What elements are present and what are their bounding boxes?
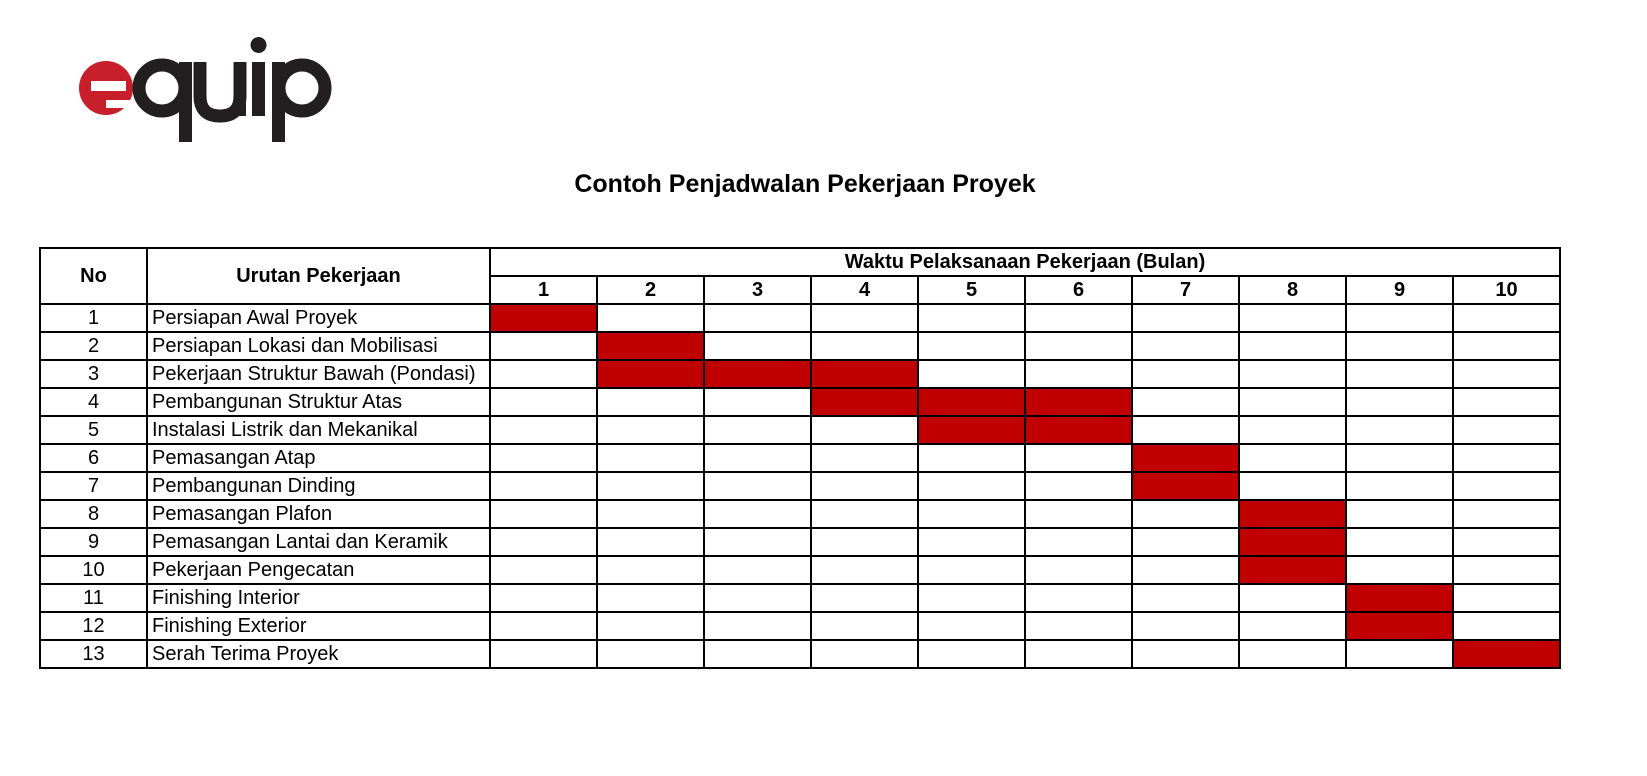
schedule-empty-cell	[1132, 360, 1239, 388]
schedule-empty-cell	[1025, 528, 1132, 556]
schedule-empty-cell	[1132, 416, 1239, 444]
schedule-empty-cell	[918, 472, 1025, 500]
header-month: 3	[704, 276, 811, 304]
schedule-empty-cell	[1453, 360, 1560, 388]
schedule-empty-cell	[1239, 416, 1346, 444]
schedule-empty-cell	[1346, 416, 1453, 444]
row-number: 8	[40, 500, 147, 528]
schedule-empty-cell	[918, 444, 1025, 472]
schedule-empty-cell	[597, 500, 704, 528]
header-month: 1	[490, 276, 597, 304]
table-row	[40, 444, 1560, 472]
schedule-empty-cell	[918, 612, 1025, 640]
schedule-empty-cell	[1132, 388, 1239, 416]
schedule-empty-cell	[1239, 472, 1346, 500]
table-row	[40, 556, 1560, 584]
header-month: 9	[1346, 276, 1453, 304]
schedule-empty-cell	[490, 584, 597, 612]
schedule-empty-cell	[1025, 500, 1132, 528]
schedule-empty-cell	[490, 528, 597, 556]
schedule-empty-cell	[704, 444, 811, 472]
schedule-empty-cell	[1025, 556, 1132, 584]
table-row	[40, 584, 1560, 612]
row-number: 6	[40, 444, 147, 472]
schedule-empty-cell	[1453, 472, 1560, 500]
schedule-empty-cell	[704, 416, 811, 444]
task-name: Persiapan Lokasi dan Mobilisasi	[147, 332, 490, 360]
schedule-empty-cell	[597, 444, 704, 472]
schedule-empty-cell	[1346, 500, 1453, 528]
schedule-empty-cell	[1132, 332, 1239, 360]
schedule-empty-cell	[704, 584, 811, 612]
task-name: Pemasangan Plafon	[147, 500, 490, 528]
table-row	[40, 332, 1560, 360]
schedule-bar-cell	[918, 416, 1025, 444]
schedule-empty-cell	[1453, 444, 1560, 472]
row-number: 12	[40, 612, 147, 640]
row-number: 9	[40, 528, 147, 556]
table-row	[40, 304, 1560, 332]
schedule-empty-cell	[1239, 388, 1346, 416]
schedule-empty-cell	[918, 528, 1025, 556]
table-row	[40, 640, 1560, 668]
schedule-empty-cell	[1132, 500, 1239, 528]
schedule-empty-cell	[597, 612, 704, 640]
schedule-empty-cell	[918, 332, 1025, 360]
row-number: 7	[40, 472, 147, 500]
header-month: 4	[811, 276, 918, 304]
schedule-empty-cell	[490, 332, 597, 360]
schedule-empty-cell	[1132, 304, 1239, 332]
schedule-empty-cell	[811, 332, 918, 360]
row-number: 2	[40, 332, 147, 360]
schedule-empty-cell	[490, 416, 597, 444]
row-number: 10	[40, 556, 147, 584]
schedule-empty-cell	[490, 444, 597, 472]
schedule-body	[40, 304, 1560, 668]
schedule-empty-cell	[1453, 388, 1560, 416]
schedule-empty-cell	[1346, 388, 1453, 416]
schedule-bar-cell	[1025, 416, 1132, 444]
schedule-empty-cell	[704, 472, 811, 500]
schedule-empty-cell	[1346, 360, 1453, 388]
schedule-empty-cell	[918, 640, 1025, 668]
schedule-empty-cell	[1346, 640, 1453, 668]
schedule-empty-cell	[918, 500, 1025, 528]
schedule-empty-cell	[597, 416, 704, 444]
schedule-empty-cell	[1132, 640, 1239, 668]
schedule-empty-cell	[1239, 360, 1346, 388]
schedule-empty-cell	[597, 304, 704, 332]
schedule-empty-cell	[1239, 304, 1346, 332]
schedule-empty-cell	[490, 388, 597, 416]
schedule-bar-cell	[1239, 556, 1346, 584]
schedule-empty-cell	[918, 556, 1025, 584]
table-row	[40, 612, 1560, 640]
header-row-top	[40, 248, 1560, 276]
schedule-empty-cell	[704, 388, 811, 416]
schedule-empty-cell	[704, 528, 811, 556]
schedule-empty-cell	[597, 472, 704, 500]
schedule-empty-cell	[811, 304, 918, 332]
schedule-bar-cell	[597, 360, 704, 388]
task-name: Finishing Exterior	[147, 612, 490, 640]
schedule-empty-cell	[1025, 304, 1132, 332]
schedule-bar-cell	[704, 360, 811, 388]
schedule-empty-cell	[918, 360, 1025, 388]
schedule-bar-cell	[1239, 528, 1346, 556]
header-month: 2	[597, 276, 704, 304]
schedule-empty-cell	[704, 500, 811, 528]
table-row	[40, 528, 1560, 556]
schedule-empty-cell	[811, 556, 918, 584]
schedule-empty-cell	[1346, 444, 1453, 472]
header-month: 10	[1453, 276, 1560, 304]
schedule-bar-cell	[1132, 472, 1239, 500]
task-name: Finishing Interior	[147, 584, 490, 612]
row-number: 1	[40, 304, 147, 332]
schedule-bar-cell	[1025, 388, 1132, 416]
schedule-empty-cell	[597, 640, 704, 668]
schedule-empty-cell	[704, 332, 811, 360]
schedule-empty-cell	[1453, 304, 1560, 332]
header-month: 6	[1025, 276, 1132, 304]
schedule-empty-cell	[811, 640, 918, 668]
schedule-empty-cell	[1453, 332, 1560, 360]
schedule-empty-cell	[597, 528, 704, 556]
schedule-bar-cell	[1453, 640, 1560, 668]
schedule-empty-cell	[811, 612, 918, 640]
row-number: 5	[40, 416, 147, 444]
task-name: Pekerjaan Pengecatan	[147, 556, 490, 584]
schedule-empty-cell	[1132, 612, 1239, 640]
schedule-empty-cell	[490, 640, 597, 668]
schedule-empty-cell	[1453, 416, 1560, 444]
header-no: No	[40, 248, 147, 304]
schedule-empty-cell	[1025, 640, 1132, 668]
schedule-empty-cell	[1453, 584, 1560, 612]
schedule-empty-cell	[1132, 528, 1239, 556]
equip-logo	[78, 34, 348, 146]
schedule-empty-cell	[1239, 444, 1346, 472]
schedule-empty-cell	[1453, 500, 1560, 528]
row-number: 4	[40, 388, 147, 416]
schedule-bar-cell	[1132, 444, 1239, 472]
schedule-empty-cell	[1346, 472, 1453, 500]
schedule-empty-cell	[1239, 640, 1346, 668]
schedule-empty-cell	[490, 612, 597, 640]
schedule-empty-cell	[1346, 304, 1453, 332]
schedule-empty-cell	[490, 472, 597, 500]
header-month: 8	[1239, 276, 1346, 304]
schedule-bar-cell	[918, 388, 1025, 416]
schedule-empty-cell	[811, 528, 918, 556]
table-row	[40, 388, 1560, 416]
schedule-bar-cell	[597, 332, 704, 360]
schedule-empty-cell	[1239, 332, 1346, 360]
row-number: 3	[40, 360, 147, 388]
header-task: Urutan Pekerjaan	[147, 248, 490, 304]
schedule-empty-cell	[1453, 556, 1560, 584]
schedule-empty-cell	[811, 500, 918, 528]
schedule-empty-cell	[704, 304, 811, 332]
logo-e-mark	[79, 61, 134, 115]
schedule-empty-cell	[1346, 332, 1453, 360]
table-row	[40, 472, 1560, 500]
schedule-empty-cell	[1132, 556, 1239, 584]
schedule-bar-cell	[811, 388, 918, 416]
task-name: Pemasangan Lantai dan Keramik	[147, 528, 490, 556]
task-name: Pembangunan Struktur Atas	[147, 388, 490, 416]
schedule-empty-cell	[1025, 332, 1132, 360]
schedule-empty-cell	[1025, 612, 1132, 640]
schedule-empty-cell	[704, 640, 811, 668]
page-title: Contoh Penjadwalan Pekerjaan Proyek	[574, 170, 1036, 198]
schedule-empty-cell	[1132, 584, 1239, 612]
schedule-table	[39, 247, 1561, 669]
header-month: 7	[1132, 276, 1239, 304]
logo-quip-letters	[139, 37, 325, 142]
schedule-empty-cell	[918, 304, 1025, 332]
schedule-empty-cell	[918, 584, 1025, 612]
schedule-empty-cell	[597, 584, 704, 612]
schedule-empty-cell	[490, 360, 597, 388]
header-month: 5	[918, 276, 1025, 304]
schedule-bar-cell	[1346, 612, 1453, 640]
schedule-empty-cell	[597, 556, 704, 584]
schedule-empty-cell	[1025, 584, 1132, 612]
task-name: Persiapan Awal Proyek	[147, 304, 490, 332]
table-row	[40, 360, 1560, 388]
schedule-empty-cell	[1025, 360, 1132, 388]
schedule-empty-cell	[704, 612, 811, 640]
schedule-empty-cell	[490, 556, 597, 584]
task-name: Pembangunan Dinding	[147, 472, 490, 500]
schedule-empty-cell	[1025, 472, 1132, 500]
schedule-empty-cell	[1453, 528, 1560, 556]
row-number: 11	[40, 584, 147, 612]
schedule-empty-cell	[811, 472, 918, 500]
schedule-empty-cell	[1239, 612, 1346, 640]
schedule-empty-cell	[811, 584, 918, 612]
task-name: Serah Terima Proyek	[147, 640, 490, 668]
task-name: Pekerjaan Struktur Bawah (Pondasi)	[147, 360, 490, 388]
schedule-empty-cell	[811, 416, 918, 444]
schedule-empty-cell	[1453, 612, 1560, 640]
schedule-empty-cell	[1025, 444, 1132, 472]
row-number: 13	[40, 640, 147, 668]
schedule-empty-cell	[1346, 528, 1453, 556]
schedule-bar-cell	[1346, 584, 1453, 612]
schedule-empty-cell	[704, 556, 811, 584]
table-row	[40, 500, 1560, 528]
schedule-empty-cell	[1239, 584, 1346, 612]
table-row	[40, 416, 1560, 444]
schedule-empty-cell	[1346, 556, 1453, 584]
schedule-empty-cell	[490, 500, 597, 528]
schedule-bar-cell	[490, 304, 597, 332]
schedule-empty-cell	[811, 444, 918, 472]
task-name: Pemasangan Atap	[147, 444, 490, 472]
schedule-bar-cell	[1239, 500, 1346, 528]
schedule-bar-cell	[811, 360, 918, 388]
schedule-empty-cell	[597, 388, 704, 416]
task-name: Instalasi Listrik dan Mekanikal	[147, 416, 490, 444]
header-time: Waktu Pelaksanaan Pekerjaan (Bulan)	[490, 248, 1560, 276]
